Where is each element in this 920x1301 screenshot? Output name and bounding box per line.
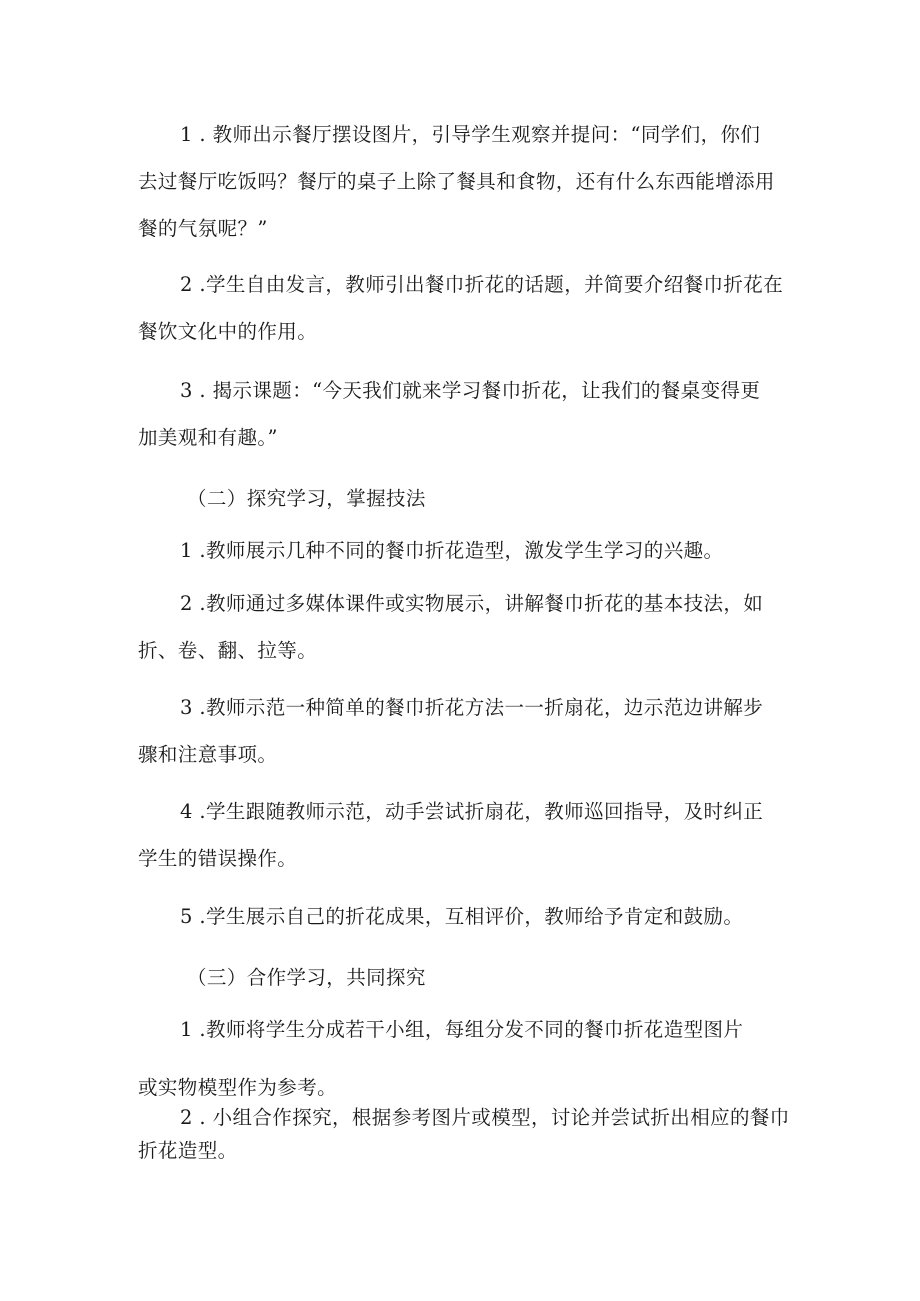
paragraph-6 <box>138 684 788 778</box>
text-line: 3 .教师示范一种简单的餐巾折花方法一一折扇花，边示范边讲解步 <box>180 696 764 719</box>
paragraph-2 <box>138 261 788 355</box>
text-line: 2 .教师通过多媒体课件或实物展示，讲解餐巾折花的基本技法，如 <box>180 592 764 615</box>
paragraph-3 <box>138 367 788 461</box>
text-line: 或实物模型作为参考。 <box>138 1076 338 1099</box>
text-line: 4 .学生跟随教师示范，动手尝试折扇花，教师巡回指导，及时纠正 <box>180 800 764 823</box>
text-line: 学生的错误操作。 <box>138 847 298 870</box>
paragraph-7 <box>138 788 788 882</box>
section-heading-3: （三）合作学习，共同探究 <box>187 966 426 989</box>
text-line: 1 .教师展示几种不同的餐巾折花造型，激发学生学习的兴趣。 <box>180 539 724 562</box>
text-line: 3 . 揭示课题：“今天我们就来学习餐巾折花，让我们的餐桌变得更 <box>180 379 761 402</box>
text-line: 餐的气氛呢？” <box>138 217 268 240</box>
paragraph-1 <box>138 111 788 252</box>
text-line: 去过餐厅吃饭吗？餐厅的桌子上除了餐具和食物，还有什么东西能增添用 <box>138 170 775 193</box>
text-line: 骤和注意事项。 <box>138 743 278 766</box>
paragraph-10 <box>138 1101 788 1167</box>
text-line: 1 . 教师出示餐厅摆设图片，引导学生观察并提问：“同学们，你们 <box>180 123 761 146</box>
text-line: 2 .学生自由发言，教师引出餐巾折花的话题，并简要介绍餐巾折花在 <box>180 273 784 296</box>
text-line: 2 . 小组合作探究，根据参考图片或模型，讨论并尝试折出相应的餐巾 <box>180 1106 790 1129</box>
text-line: 1 .教师将学生分成若干小组，每组分发不同的餐巾折花造型图片 <box>180 1018 744 1041</box>
paragraph-4 <box>138 527 788 574</box>
text-line: 5 .学生展示自己的折花成果，互相评价，教师给予肯定和鼓励。 <box>180 905 744 928</box>
text-line: 折、卷、翻、拉等。 <box>138 639 318 662</box>
paragraph-8 <box>138 893 788 940</box>
paragraph-5 <box>138 580 788 674</box>
text-line: 折花造型。 <box>138 1139 238 1162</box>
text-line: 餐饮文化中的作用。 <box>138 320 318 343</box>
text-line: 加美观和有趣。” <box>138 426 278 449</box>
section-heading-2: （二）探究学习，掌握技法 <box>187 487 426 510</box>
paragraph-9 <box>138 1006 788 1053</box>
